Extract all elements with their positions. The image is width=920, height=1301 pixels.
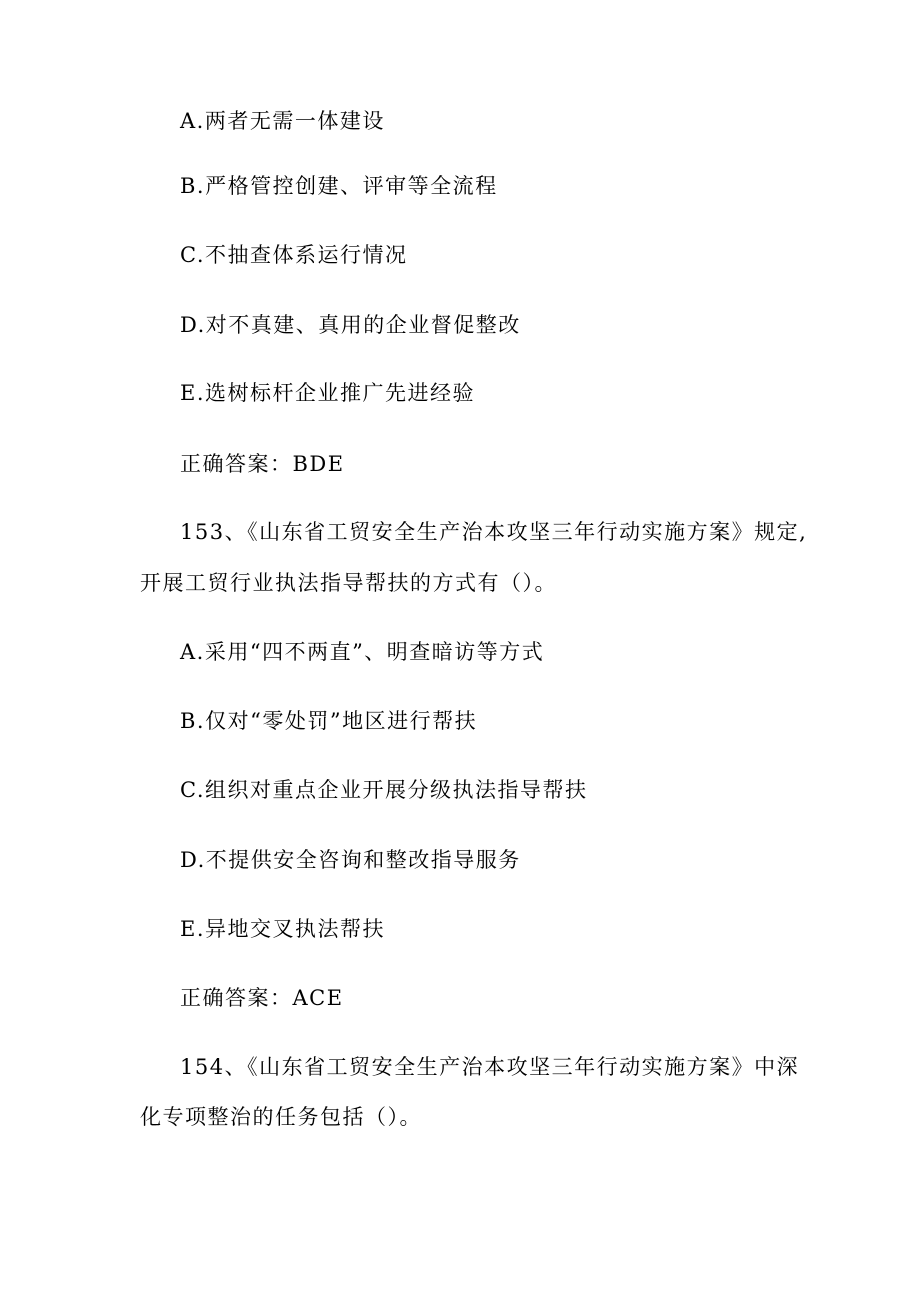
option-b: B.仅对“零处罚”地区进行帮扶	[180, 709, 478, 733]
option-d: D.对不真建、真用的企业督促整改	[180, 313, 521, 337]
option-e: E.异地交叉执法帮扶	[180, 917, 386, 941]
option-e: E.选树标杆企业推广先进经验	[180, 381, 476, 405]
option-b: B.严格管控创建、评审等全流程	[180, 174, 498, 198]
option-d: D.不提供安全咨询和整改指导服务	[180, 848, 521, 872]
question-154-line-2: 化专项整治的任务包括（）。	[140, 1105, 422, 1129]
option-a: A.采用“四不两直”、明查暗访等方式	[180, 640, 545, 664]
option-a: A.两者无需一体建设	[180, 109, 385, 133]
question-154-line-1: 154、《山东省工贸安全生产治本攻坚三年行动实施方案》中深	[180, 1055, 800, 1079]
question-153-line-1: 153、《山东省工贸安全生产治本攻坚三年行动实施方案》规定,	[180, 520, 808, 544]
option-c: C.不抽查体系运行情况	[180, 243, 408, 267]
answer-line: 正确答案：BDE	[180, 452, 345, 476]
option-c: C.组织对重点企业开展分级执法指导帮扶	[180, 778, 588, 802]
answer-line: 正确答案：ACE	[180, 986, 344, 1010]
question-153-line-2: 开展工贸行业执法指导帮扶的方式有（）。	[140, 571, 557, 595]
